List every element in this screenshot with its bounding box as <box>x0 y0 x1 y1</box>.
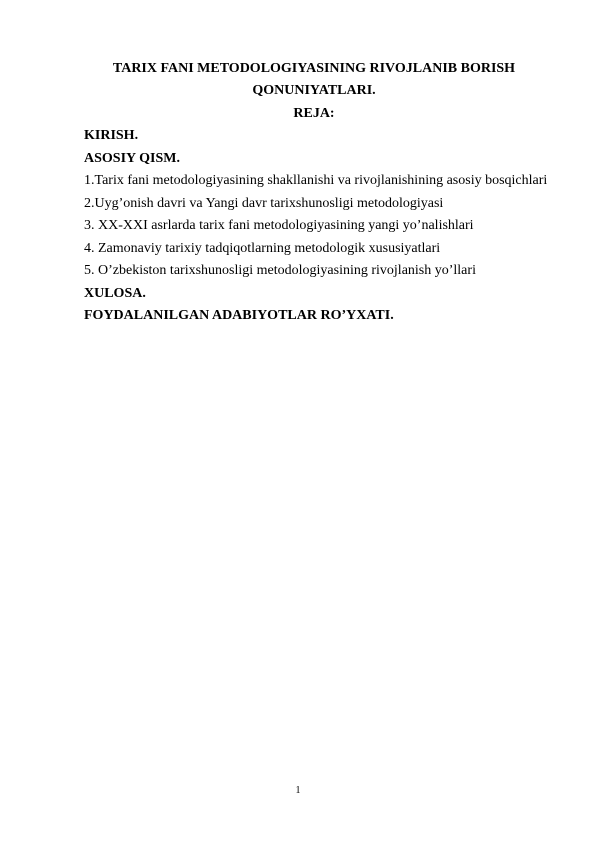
outline-item-introduction: KIRISH. <box>84 128 139 143</box>
outline-item-references: FOYDALANILGAN ADABIYOTLAR RO’YXATI. <box>84 308 394 323</box>
outline-item-4: 4. Zamonaviy tarixiy tadqiqotlarning metodologik xususiyatlari <box>84 240 441 256</box>
outline-item-2: 2.Uyg’onish davri va Yangi davr tarixshunosligi metodologiyasi <box>84 195 444 211</box>
title-line-1: TARIX FANI METODOLOGIYASINING RIVOJLANIB BORISH <box>112 61 516 76</box>
document-title <box>84 58 544 102</box>
plan-heading: REJA: <box>293 106 335 121</box>
outline-item-main-part: ASOSIY QISM. <box>84 150 180 166</box>
outline-item-conclusion: XULOSA. <box>84 285 146 301</box>
plan-outline <box>84 125 554 328</box>
outline-item-1: 1.Tarix fani metodologiyasining shakllanishi va rivojlanishining asosiy bosqichlari <box>84 173 548 188</box>
outline-item-5: 5. O’zbekiston tarixshunosligi metodologiyasining rivojlanish yo’llari <box>84 263 476 278</box>
page-number: 1 <box>295 785 301 796</box>
outline-item-3: 3. XX-XXI asrlarda tarix fani metodologiyasining yangi yo’nalishlari <box>84 218 474 233</box>
title-line-2: QONUNIYATLARI. <box>252 83 376 98</box>
